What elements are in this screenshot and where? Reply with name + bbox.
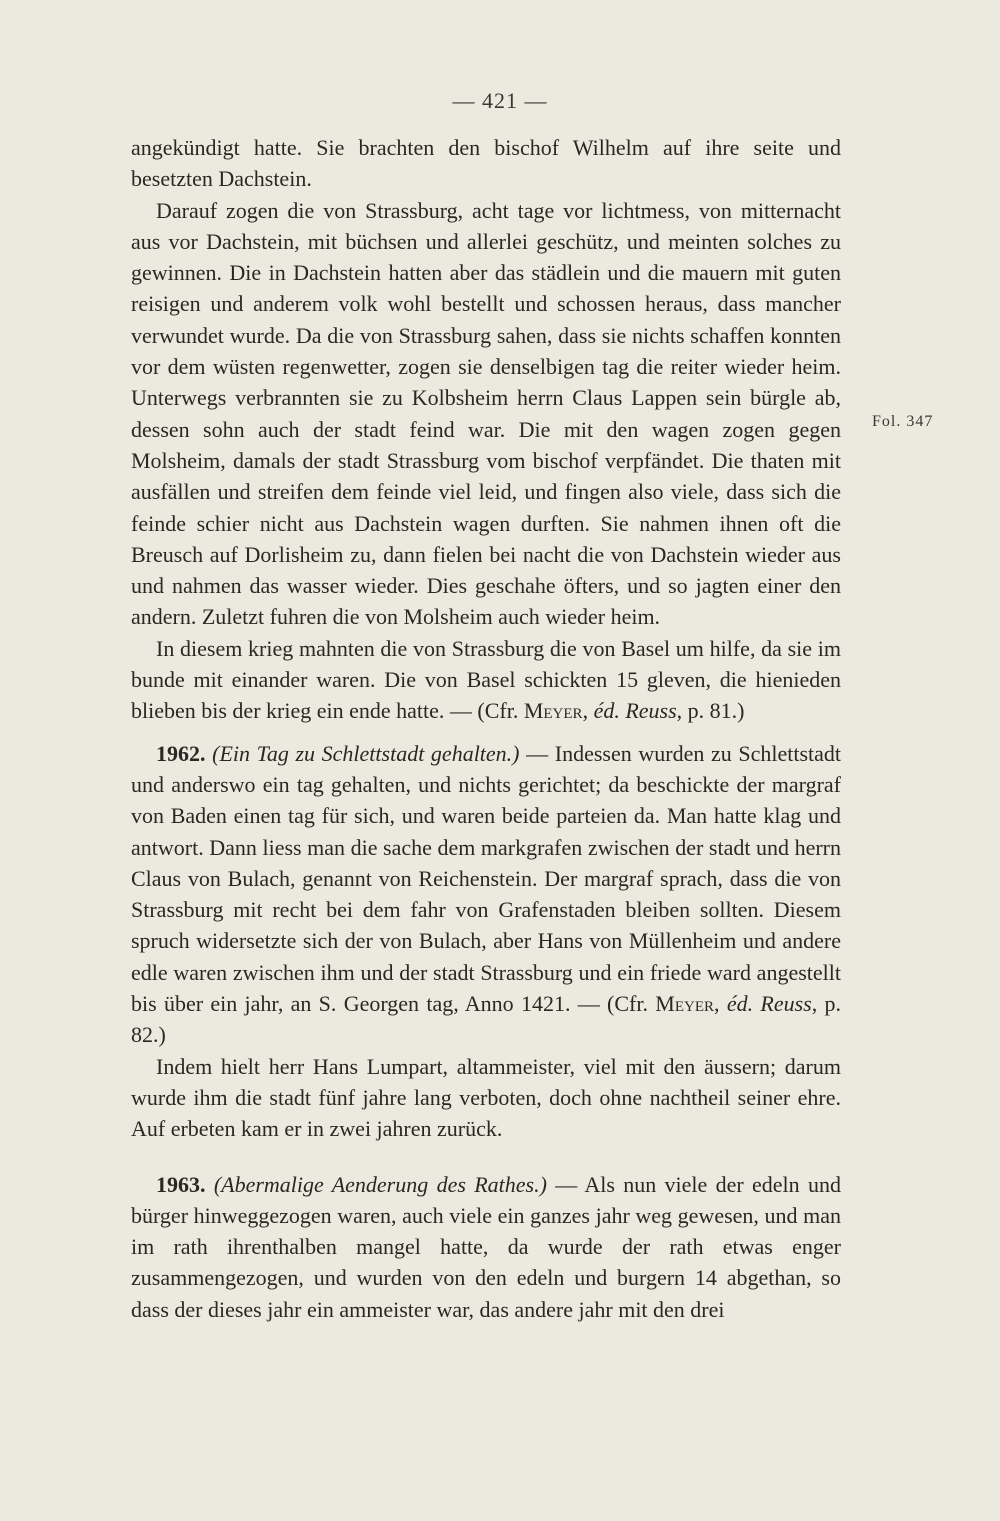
citation-edition: éd. Reuss [726,991,812,1017]
entry-number: 1962. [156,740,206,766]
paragraph-lumpart: Indem hielt herr Hans Lumpart, altammeister, viel mit den äussern; darum wurde ihm die stadt fünf jahre lang verboten, doch ohne nachtheil seiner ehre. Auf erbeten kam er in zwei jahren zurück. [131,1053,841,1142]
paragraph-continuation: angekündigt hatte. Sie brachten den bischof Wilhelm auf ihre seite und besetzten Dachstein. [131,135,841,192]
body-text [131,132,841,1325]
entry-1962: 1962. (Ein Tag zu Schlettstadt gehalten.) — Indessen wurden zu Schlettstadt und anderswo ein tag gehalten, und nichts gerichtet; da beschickte der margraf von Baden einen tag für sich, und waren beide parteien da. Man hatte klag und antwort. Dann liess man die sache dem markgrafen zwischen der stadt und herrn Claus von Bulach, genannt von Reichenstein. Der margraf sprach, dass die von Strassburg mit recht bei dem fahr von Grafenstaden bleiben sollten. Diesem spruch widersetzte sich der von Bulach, aber Hans von Müllenheim und andere edle waren zwischen ihm und der stadt Strassburg und ein friede ward angestellt bis über ein jahr, an S. Georgen tag, Anno 1421. — (Cfr. Meyer, éd. Reuss, p. 82.) [131,740,842,1048]
margin-note-folio: Fol. 347 [872,413,934,430]
entry-text: — Als nun viele der edeln und bürger hinweggezogen waren, auch viele ein ganzes jahr weg gewesen, und man im rath ihrenthalben mangel hatte, da wurde der rath etwas enger zusammengezogen, und wurden von den edeln und burgern 14 abgethan, so dass der dieses jahr ein ammeister war, das andere jahr mit den drei [131,1171,841,1322]
citation-page: , p. 81.) [676,698,745,724]
citation-page: , p. 82.) [131,991,842,1048]
paragraph-text: In diesem krieg mahnten die von Strassburg die von Basel um hilfe, da sie im bunde mit einander waren. Die von Basel schickten 15 gleven, die hienieden blieben bis der krieg ein ende hatte. — (Cfr. [131,635,841,724]
entry-title: (Ein Tag zu Schlettstadt gehalten.) [212,740,520,766]
citation-edition: éd. Reuss [593,698,677,724]
entry-1963 [131,1169,841,1325]
page-number: — 421 — [452,88,548,113]
entry-title: (Abermalige Aenderung des Rathes.) [213,1171,547,1197]
paragraph-basel-help: In diesem krieg mahnten die von Strassburg die von Basel um hilfe, da sie im bunde mit einander waren. Die von Basel schickten 15 gleven, die hienieden blieben bis der krieg ein ende hatte. — (Cfr. Meyer, éd. Reuss, p. 81.) [131,635,841,724]
paragraph-dachstein-siege: Darauf zogen die von Strassburg, acht tage vor lichtmess, von mitternacht aus vor Dachstein, mit büchsen und allerlei geschütz, und meinten solches zu gewinnen. Die in Dachstein hatten aber das städlein und die mauern mit guten reisigen und anderem volk wohl bestellt und schossen heraus, dass mancher verwundet wurde. Da die von Strassburg sahen, dass sie nichts schaffen konnten vor dem wüsten regenwetter, zogen sie denselbigen tag die reiter wieder heim. Unterwegs verbrannten sie zu Kolbsheim herrn Claus Lappen sein bürgle ab, dessen sohn auch der stadt feind war. Die mit den wagen zogen gegen Molsheim, damals der stadt Strassburg vom bischof verpfändet. Die thaten mit ausfällen und streifen dem feinde viel leid, und fingen also viele, dass sich die feinde schier nicht aus Dachstein wagen durften. Sie nahmen ihnen oft die Breusch auf Dorlisheim zu, dann fielen bei nacht die von Dachstein wieder aus und nahmen das wasser wieder. Dies geschahe öfters, und so jagten einer den andern. Zuletzt fuhren die von Molsheim auch wieder heim. [131,197,841,630]
citation-author: Meyer [655,991,715,1017]
entry-number: 1963. [156,1171,206,1197]
entry-text: — Indessen wurden zu Schlettstadt und anderswo ein tag gehalten, und nichts gerichtet; da beschickte der margraf von Baden einen tag für sich, und waren beide parteien da. Man hatte klag und antwort. Dann liess man die sache dem markgrafen zwischen der stadt und herrn Claus von Bulach, genannt von Reichenstein. Der margraf sprach, dass die von Strassburg mit recht bei dem fahr von Grafenstaden bleiben sollten. Diesem spruch widersetzte sich der von Bulach, aber Hans von Müllenheim und andere edle waren zwischen ihm und der stadt Strassburg und ein friede ward angestellt bis über ein jahr, an S. Georgen tag, Anno 1421. — (Cfr. [131,740,842,1017]
citation-author: Meyer [523,698,583,724]
